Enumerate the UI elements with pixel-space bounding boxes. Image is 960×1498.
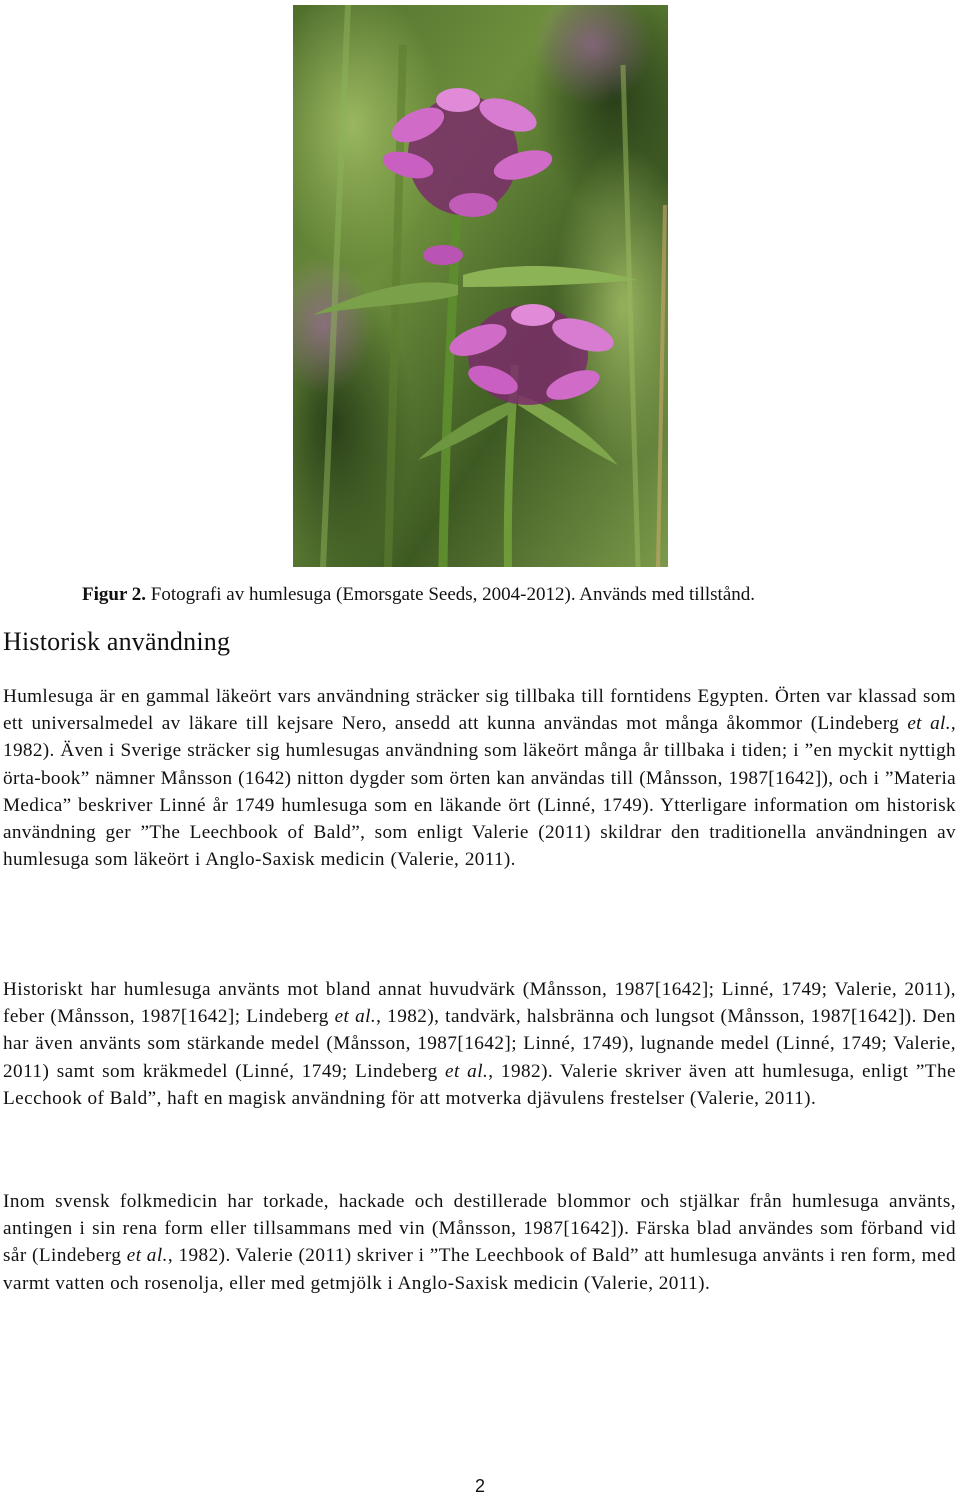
- paragraph-3-text-c: , 1982). Valerie (2011) skriver i ”The Leechbook of Bald” att humlesuga använts i ren form, med varmt vatten och rosenolja, eller med getmjölk i Anglo-Saxisk medicin (Valerie, 2011).: [3, 1245, 957, 1294]
- figure-photo: [293, 5, 668, 567]
- figure-caption-text: Fotografi av humlesuga (Emorsgate Seeds, 2004-2012). Används med tillstånd.: [146, 584, 756, 605]
- paragraph-2: [3, 976, 956, 1112]
- paragraph-1-text-c: , 1982). Även i Sverige sträcker sig humlesugas användning som läkeört många år tillbaka i tiden; i ”en myckit nyttigh örta-book” nämner Månsson (1642) nitton dygder som örten kan användas till (Månsson, 1987[1642]), och i ”Materia Medica” beskriver Linné år 1749 humlesuga som en läkande ört (Linné, 1749). Ytterligare information om historisk användning ger ”The Leechbook of Bald”, som enligt Valerie (2011) skildrar den traditionella användningen av humlesuga som läkeört i Anglo-Saxisk medicin (Valerie, 2011).: [3, 713, 956, 871]
- betony-flower-illustration: [293, 5, 668, 567]
- paragraph-3: [3, 1188, 956, 1297]
- paragraph-3-text-a: Inom svensk folkmedicin har torkade, hackade och destillerade blommor och stjälkar från humlesuga använts, antingen i sin rena form eller tillsammans med vin (Månsson, 1987[1642]). Färska blad användes som förband vid sår (Lindeberg: [3, 1191, 956, 1267]
- figure-caption: [82, 584, 942, 606]
- paragraph-2-text-e: , 1982). Valerie skriver även att humlesuga, enligt ”The Lecchook of Bald”, haft en magisk användning för att motverka djävulens frestelser (Valerie, 2011).: [3, 1060, 956, 1109]
- figure-label: Figur 2.: [82, 584, 147, 605]
- paragraph-2-text-a: Historiskt har humlesuga använts mot bland annat huvudvärk (Månsson, 1987[1642]; Linné, 1749; Valerie, 2011), feber (Månsson, 1987[1642]; Lindeberg: [3, 979, 956, 1028]
- paragraph-1-et-al: et al.: [907, 713, 951, 735]
- section-heading: Historisk användning: [3, 627, 231, 656]
- paragraph-2-text-c: , 1982), tandvärk, halsbränna och lungsot (Månsson, 1987[1642]). Den har även använts som stärkande medel (Månsson, 1987[1642]; Linné, 1749), lugnande medel (Linné, 1749; Valerie, 2011) samt som kräkmedel (Linné, 1749; Lindeberg: [3, 1006, 956, 1082]
- paragraph-1-text-a: Humlesuga är en gammal läkeört vars användning sträcker sig tillbaka till forntidens Egypten. Örten var klassad som ett universalmedel av läkare till kejsare Nero, ansedd att kunna användas mot många åkommor (Lindeberg: [3, 686, 956, 735]
- paragraph-2-et-al-2: et al.: [445, 1060, 489, 1082]
- paragraph-3-et-al: et al.: [126, 1245, 168, 1267]
- paragraph-2-et-al-1: et al.: [334, 1006, 377, 1028]
- paragraph-1: [3, 683, 956, 873]
- page-number: 2: [474, 1476, 485, 1496]
